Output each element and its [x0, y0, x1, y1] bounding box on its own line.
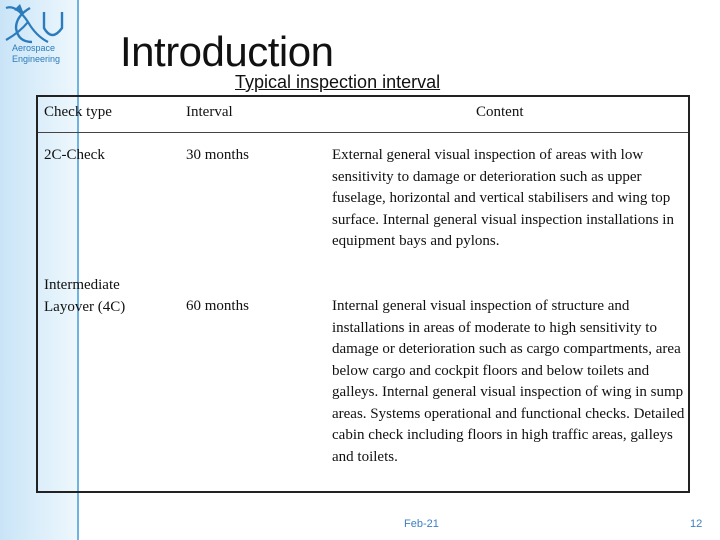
- row1-interval: 30 months: [186, 147, 249, 163]
- slide-title: Introduction: [120, 28, 334, 75]
- header-content: Content: [476, 104, 524, 120]
- inspection-table: [36, 95, 690, 493]
- row2-interval: 60 months: [186, 298, 249, 314]
- footer-date: Feb-21: [404, 518, 439, 530]
- slide-subtitle: Typical inspection interval: [235, 72, 441, 92]
- row2-check-type: Intermediate Layover (4C): [44, 277, 126, 315]
- row1-content: External general visual inspection of areas with low sensitivity to damage or deterioration such as upper fuselage, horizontal and vertical stabilisers and wing top surface. Internal general visual inspection installations in equipment bays and pylons.: [332, 147, 674, 249]
- logo-text-line2: Engineering: [12, 54, 61, 64]
- logo-text-line1: Aerospace: [12, 43, 56, 53]
- row2-content: Internal general visual inspection of structure and installations in areas of moderate to high sensitivity to damage or deterioration such as cargo compartments, area below cargo and cockpit floors and below toilets and galleys. Internal general visual inspection of wing in sump areas. Systems operational and functional checks. Detailed cabin check including floors in high traffic areas, galleys and toilets.: [332, 298, 685, 465]
- header-interval: Interval: [186, 104, 233, 120]
- header-check-type: Check type: [44, 104, 112, 120]
- table-header-rule: [38, 132, 688, 133]
- page-number: 12: [690, 518, 703, 530]
- row1-check-type: 2C-Check: [44, 147, 105, 163]
